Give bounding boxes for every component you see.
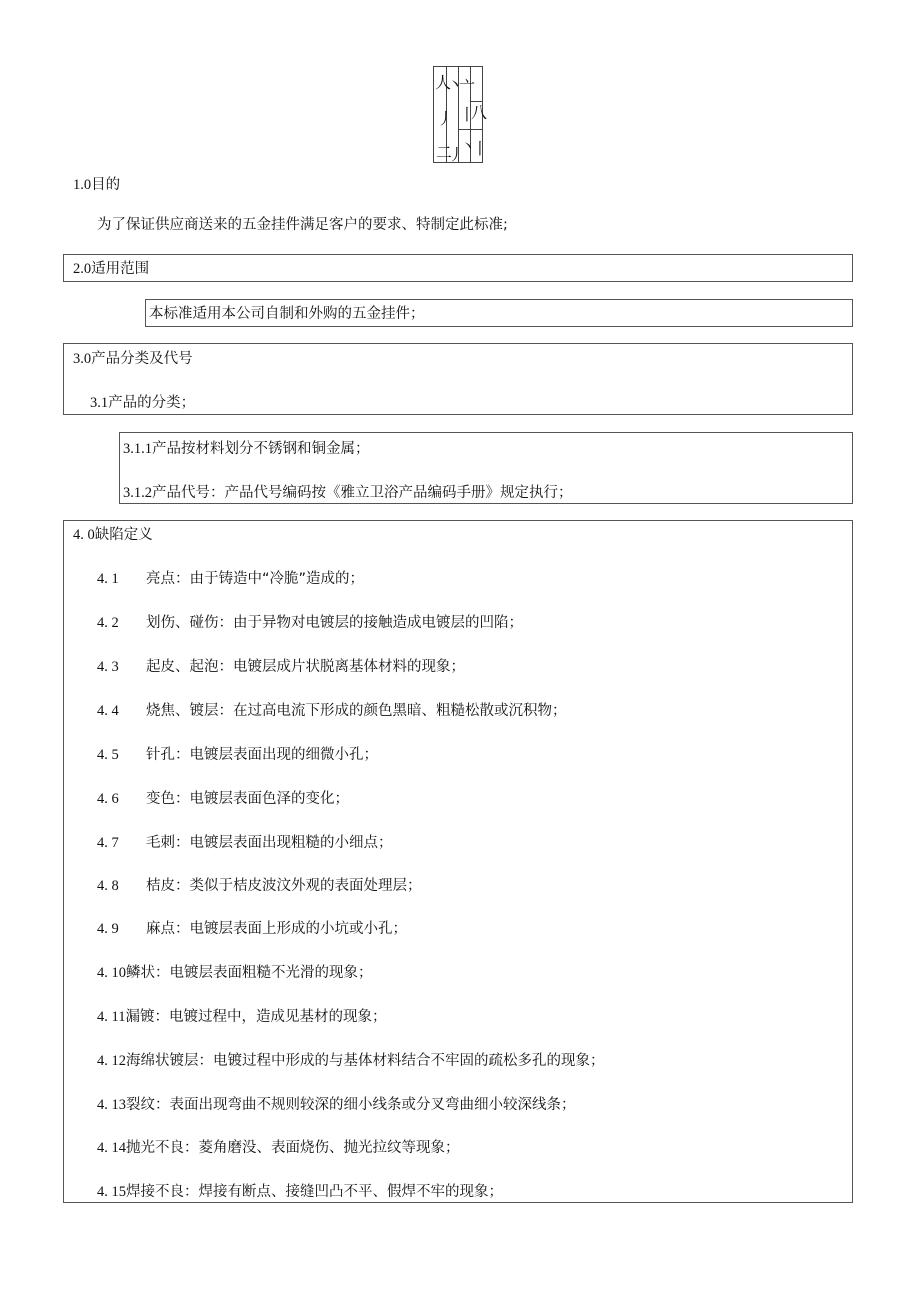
title-glyph-mark: ⼈ ⼂ ⼇ ⼃ ⼁ ⼋ ⼆ ⼃ ⼂ ⼁ [433, 66, 483, 163]
item-number: 4. 4 [97, 703, 119, 719]
defect-item-4-11 [97, 1008, 386, 1026]
section-3-heading [73, 350, 193, 368]
item-text: 漏镀：电镀过程中，造成见基材的现象； [125, 1009, 387, 1025]
item-text: 海绵状镀层：电镀过程中形成的与基体材料结合不牢固的疏松多孔的现象； [126, 1053, 605, 1069]
section-3-1-number: 3.1 [90, 395, 109, 411]
item-number: 4. 12 [97, 1053, 126, 1069]
section-4-title: 缺陷定义 [94, 527, 153, 543]
section-3-1-items-box [119, 432, 853, 504]
item-number: 4. 15 [97, 1184, 126, 1200]
item-number: 4. 13 [97, 1097, 126, 1113]
item-number: 4. 7 [97, 835, 119, 851]
section-2-heading-box [63, 254, 853, 282]
defect-item-4-5 [97, 746, 378, 764]
item-text: 亮点：由于铸造中“冷脆”造成的； [146, 571, 365, 587]
item-number: 4. 9 [97, 921, 119, 937]
section-3-title: 产品分类及代号 [91, 351, 193, 367]
section-2-title: 适用范围 [91, 261, 150, 277]
item-number: 4. 5 [97, 747, 119, 763]
defect-item-4-12 [97, 1052, 605, 1070]
defect-item-4-10 [97, 964, 373, 982]
defect-item-4-4 [97, 702, 567, 720]
section-3-1-title: 产品的分类； [108, 395, 196, 411]
section-3-box [63, 343, 853, 415]
item-text: 起皮、起泡：电镀层成片状脱离基体材料的现象； [146, 659, 465, 675]
item-number: 4. 14 [97, 1140, 126, 1156]
item-text: 桔皮：类似于桔皮波汶外观的表面处理层； [146, 878, 422, 894]
section-1-heading [73, 176, 120, 194]
defect-item-4-7 [97, 834, 393, 852]
defect-item-4-2 [97, 614, 523, 632]
section-2-number: 2.0 [73, 261, 92, 277]
defect-item-4-15 [97, 1183, 503, 1201]
item-number: 4. 10 [97, 965, 126, 981]
defect-item-4-9 [97, 920, 407, 938]
section-1-number: 1.0 [73, 177, 92, 193]
item-text: 裂纹：表面出现弯曲不规则较深的细小线条或分叉弯曲细小较深线条； [126, 1097, 576, 1113]
defect-item-4-3 [97, 658, 465, 676]
item-text: 麻点：电镀层表面上形成的小坑或小孔； [146, 921, 407, 937]
section-2-heading [73, 260, 149, 278]
item-text: 毛刺：电镀层表面出现粗糙的小细点； [146, 835, 393, 851]
section-4-heading [73, 526, 153, 544]
list-item [123, 484, 573, 502]
item-number: 4. 3 [97, 659, 119, 675]
item-text: 产品按材料划分不锈钢和铜金属； [152, 441, 370, 457]
defect-item-4-6 [97, 790, 349, 808]
item-text: 划伤、碰伤：由于异物对电镀层的接触造成电镀层的凹陷； [146, 615, 523, 631]
item-text: 抛光不良：菱角磨没、表面烧伤、抛光拉纹等现象； [126, 1140, 460, 1156]
item-number: 3.1.1 [123, 441, 152, 457]
item-number: 4. 1 [97, 571, 119, 587]
defect-item-4-14 [97, 1139, 460, 1157]
item-text: 针孔：电镀层表面出现的细微小孔； [146, 747, 378, 763]
item-number: 3.1.2 [123, 485, 152, 501]
defect-item-4-13 [97, 1096, 576, 1114]
section-1-title: 目的 [91, 177, 121, 193]
section-2-body: 本标准适用本公司自制和外购的五金挂件； [149, 306, 425, 322]
section-3-number: 3.0 [73, 351, 92, 367]
item-text: 变色：电镀层表面色泽的变化； [146, 791, 349, 807]
item-number: 4. 6 [97, 791, 119, 807]
item-number: 4. 8 [97, 878, 119, 894]
section-4-number: 4. 0 [73, 527, 95, 543]
section-2-body-box [145, 299, 853, 327]
item-text: 产品代号：产品代号编码按《雅立卫浴产品编码手册》规定执行； [152, 485, 573, 501]
item-text: 鳞状：电镀层表面粗糙不光滑的现象； [126, 965, 373, 981]
section-3-1-heading [90, 394, 195, 412]
item-number: 4. 11 [97, 1009, 126, 1025]
defect-item-4-8 [97, 877, 422, 895]
defect-item-4-1 [97, 570, 364, 588]
section-1-body: 为了保证供应商送来的五金挂件满足客户的要求、特制定此标准; [97, 217, 508, 233]
item-text: 焊接不良：焊接有断点、接缝凹凸不平、假焊不牢的现象； [126, 1184, 503, 1200]
list-item [123, 440, 370, 458]
item-number: 4. 2 [97, 615, 119, 631]
item-text: 烧焦、镀层：在过高电流下形成的颜色黑暗、粗糙松散或沉积物； [146, 703, 567, 719]
